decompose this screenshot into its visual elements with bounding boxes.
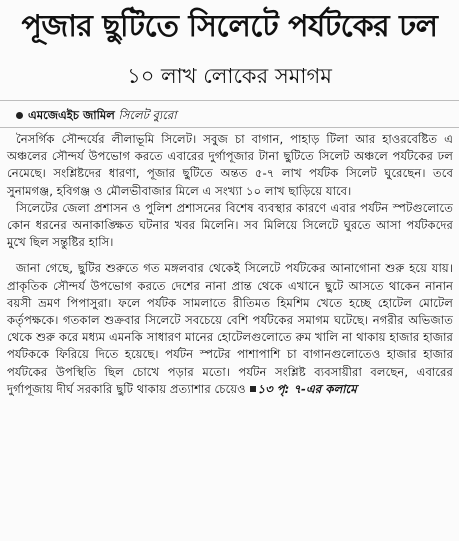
- byline: [16, 107, 177, 123]
- byline-bureau: সিলেট ব্যুরো: [118, 108, 177, 122]
- byline-divider: [0, 127, 459, 128]
- square-bullet-icon: [250, 386, 256, 392]
- paragraph-2: সিলেটের জেলা প্রশাসন ও পুলিশ প্রশাসনের বিশেষ ব্যবস্থার কারণে এবার পর্যটন স্পটগুলোতে কোন ধরনের অনাকাঙ্ক্ষিত ঘটনার খবর মিলেনি। সব মিলিয়ে সিলেটে ঘুরতে আসা পর্যটকদের মুখে ছিল সন্তুষ্টির হাসি।: [7, 200, 453, 250]
- article-body: [7, 131, 453, 398]
- bullet-icon: [16, 112, 23, 119]
- top-divider: [0, 100, 459, 101]
- paragraph-3-text: জানা গেছে, ছুটির শুরুতে গত মঙ্গলবার থেকেই সিলেটে পর্যটকের আনাগোনা শুরু হয়ে যায়। প্রাকৃতিক সৌন্দর্য উপভোগ করতে দেশের নানা প্রান্ত থেকে এখানে ছুটে আসতে থাকেন নানান বয়সী ভ্রমণ পিপাসুরা। ফলে পর্যটক সামলাতে রীতিমত হিমশিম খেতে হচ্ছে হোটেল মোটেল কর্তৃপক্ষকে। গতকাল শুক্রবার সিলেটে সবচেয়ে বেশি পর্যটকের সমাগম ঘটেছে। নগরীর অভিজাত থেকে শুরু করে মধ্যম এমনকি সাধারণ মানের হোটেলগুলোতে রুম খালি না থাকায় হাজার হাজার পর্যটককে ফিরিয়ে দিতে হয়েছে। পর্যটন স্পটের পাশাপাশি চা বাগানগুলোতেও হাজার হাজার পর্যটকের উপস্থিতি ছিল চোখে পড়ার মতো। পর্যটন সংশ্লিষ্ট ব্যবসায়ীরা বলছেন, এবারের দুর্গাপূজায় দীর্ঘ সরকারি ছুটি থাকায় প্রত্যাশার চেয়েও: [7, 261, 453, 396]
- continuation-label: ১৩ পৃ: ৭-এর কলামে: [257, 381, 357, 396]
- paragraph-3: [7, 260, 453, 398]
- headline: পূজার ছুটিতে সিলেটে পর্যটকের ঢল: [21, 9, 438, 44]
- subheadline: ১০ লাখ লোকের সমাগম: [127, 64, 332, 88]
- paragraph-1: নৈসর্গিক সৌন্দর্যের লীলাভূমি সিলেট। সবুজ চা বাগান, পাহাড় টিলা আর হাওরবেষ্টিত এ অঞ্চলের সৌন্দর্য উপভোগ করতে এবারের দুর্গাপূজার টানা ছুটিতে সিলেট অঞ্চলে পর্যটকের ঢল নেমেছে। সংশ্লিষ্টদের ধারণা, পূজার ছুটিতে অন্তত ৫-৭ লাখ পর্যটক সিলেট ঘুরেছেন। তবে সুনামগঞ্জ, হবিগঞ্জ ও মৌলভীবাজার মিলে এ সংখ্যা ১০ লাখ ছাড়িয়ে যাবে।: [7, 132, 453, 198]
- byline-author: এমজেএইচ জামিল: [28, 108, 115, 122]
- continuation-jump: [250, 382, 357, 396]
